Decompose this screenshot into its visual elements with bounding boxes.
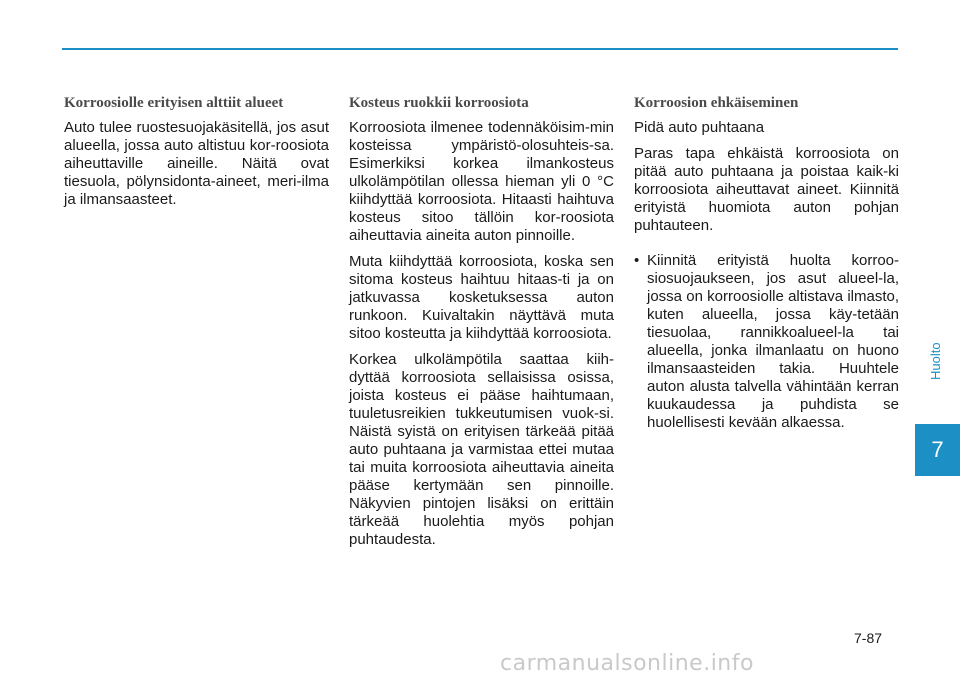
chapter-number: 7 <box>931 437 944 462</box>
column-middle <box>349 94 614 557</box>
section-heading-corrosion-prevention: Korroosion ehkäiseminen <box>634 95 799 111</box>
list-item <box>634 252 899 432</box>
page-number: 7-87 <box>854 630 883 646</box>
bullet-list <box>634 252 899 432</box>
section-heading-moisture: Kosteus ruokkii korroosiota <box>349 95 529 111</box>
paragraph: Paras tapa ehkäistä korroosiota on pitää auto puhtaana ja poistaa kaik-ki korroosiota aiheuttavat aineet. Kiinnitä erityistä huomiota auton pohjan puhtauteen. <box>634 145 899 234</box>
column-right <box>634 94 899 432</box>
section-heading-corrosion-prone-areas: Korroosiolle erityisen alttiit alueet <box>64 95 284 111</box>
paragraph: Pidä auto puhtaana <box>634 119 765 136</box>
paragraph: Korroosiota ilmenee todennäköisim-min kosteissa ympäristö-olosuhteis-sa. Esimerkiksi korkea ilmankosteus ulkolämpötilan ollessa hieman yli 0 °C kiihdyttää korroosiota. Hitaasti haihtuva kosteus sitoo tällöin kor-roosiota aiheuttavia aineita auton pinnoille. <box>349 119 614 244</box>
list-item-text: Kiinnitä erityistä huolta korroo-siosuojaukseen, jos asut alueel-la, jossa on korroosiolle altistava ilmasto, kuten alueella, jossa käy-tetään tiesuolaa, rannikkoalueel-la tai alueella, jonka ilmanlaatu on huono ilmansaasteiden takia. Huuhtele auton alusta talvella vähintään kerran kuukaudessa ja puhdista se huolellisesti kevään alkaessa. <box>647 252 899 431</box>
top-rule <box>62 48 898 50</box>
bullet-icon: • <box>634 252 640 269</box>
chapter-label: Huolto <box>928 342 943 380</box>
column-left <box>64 94 329 217</box>
paragraph: Korkea ulkolämpötila saattaa kiih-dyttää korroosiota sellaisissa osissa, joista kosteus ei pääse haihtumaan, tuuletusreikien tukkeutumisen vuok-si. Näistä syistä on erityisen tärkeää pitää auto puhtaana ja varmistaa ettei mutaa tai muita korroosiota aiheuttavia aineita pääse kertymään sen pinnoille. Näkyvien pintojen lisäksi on erittäin tärkeää huolehtia myös pohjan puhtaudesta. <box>349 351 614 548</box>
chapter-tab <box>915 424 960 476</box>
paragraph: Auto tulee ruostesuojakäsitellä, jos asut alueella, jossa auto altistuu kor-roosiota aiheuttaville aineille. Näitä ovat tiesuola, pölynsidonta-aineet, meri-ilma ja ilmansaasteet. <box>64 119 329 208</box>
watermark: carmanualsonline.info <box>500 651 754 676</box>
paragraph: Muta kiihdyttää korroosiota, koska sen sitoma kosteus haihtuu hitaas-ti ja on jatkuvassa kosketuksessa auton runkoon. Kuivaltakin näyttävä muta sitoo kosteutta ja kiihdyttää korroosiota. <box>349 253 614 342</box>
